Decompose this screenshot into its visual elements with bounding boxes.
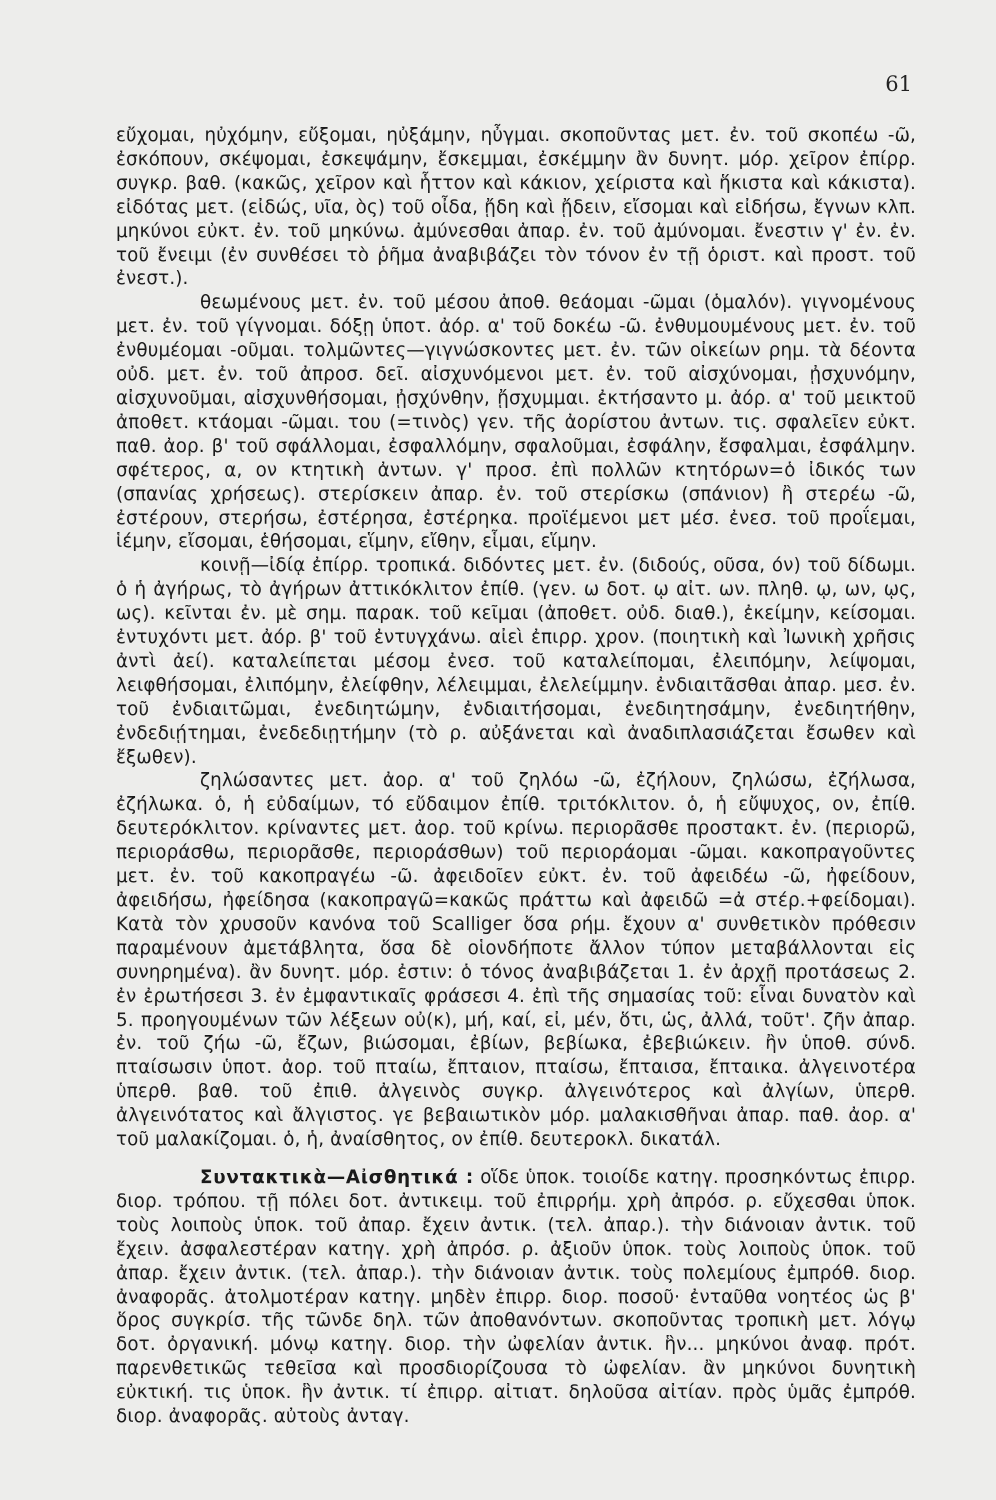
paragraph: ζηλώσαντες μετ. ἀορ. α' τοῦ ζηλόω -ῶ, ἐζήλουν, ζηλώσω, ἐζήλωσα, ἐζήλωκα. ὁ, ἡ εὐδαίμων, τό εὔδαιμον ἐπίθ. τριτόκλιτον. ὁ, ἡ εὔψυχος, ον, ἐπίθ. δευτερόκλιτον. κρίναντες μετ. ἀορ. τοῦ κρίνω. περιορᾶσθε προστακτ. ἐν. (περιορῶ, περιοράσθω, περιορᾶσθε, περιοράσθων) τοῦ περιοράομαι -ῶμαι. κακοπραγοῦντες μετ. ἐν. τοῦ κακοπραγέω -ῶ. ἀφειδοῖεν εὐκτ. ἐν. τοῦ ἀφειδέω -ῶ, ἠφείδουν, ἀφειδήσω, ἠφείδησα (κακοπραγῶ=κακῶς πράττω καὶ ἀφειδῶ =ἀ στέρ.+φείδομαι). Κατὰ τὸν χρυσοῦν κανόνα τοῦ Scalliger ὅσα ρήμ. ἔχουν α' συνθετικὸν πρόθεσιν παραμένουν ἀμετάβλητα, ὅσα δὲ οἱονδήποτε ἄλλον τύπον μεταβάλλονται εἰς συνηρημένα). ἂν δυνητ. μόρ. ἐστιν: ὁ τόνος ἀναβιβάζεται 1. ἐν ἀρχῇ προτάσεως 2. ἐν ἐρωτήσεσι 3. ἐν ἐμφαντικαῖς φράσεσι 4. ἐπὶ τῆς σημασίας τοῦ: εἶναι δυνατὸν καὶ 5. προηγουμένων τῶν λέξεων οὐ(κ), μή, καί, εἰ, μέν, ὅτι, ὡς, ἀλλά, τοῦτ'. ζῆν ἀπαρ. ἐν. τοῦ ζήω -ῶ, ἔζων, βιώσομαι, ἐβίων, βεβίωκα, ἐβεβιώκειν. ἢν ὑποθ. σύνδ. πταίσωσιν ὑποτ. ἀορ. τοῦ πταίω, ἔπταιον, πταίσω, ἔπταισα, ἔπταικα. ἀλγεινοτέρα ὑπερθ. βαθ. τοῦ ἐπιθ. ἀλγεινὸς συγκρ. ἀλγεινότερος καὶ ἀλγίων, ὑπερθ. ἀλγεινότατος καὶ ἄλγιστος. γε βεβαιωτικὸν μόρ. μαλακισθῆναι ἀπαρ. παθ. ἀορ. α' τοῦ μαλακίζομαι. ὁ, ἡ, ἀναίσθητος, ον ἐπίθ. δευτεροκλ. δικατάλ. xyxy=(116,770,916,1151)
paragraph: εὔχομαι, ηὐχόμην, εὔξομαι, ηὐξάμην, ηὖγμαι. σκοποῦντας μετ. ἐν. τοῦ σκοπέω -ῶ, ἐσκόπουν, σκέψομαι, ἐσκεψάμην, ἔσκεμμαι, ἐσκέμμην ἂν δυνητ. μόρ. χεῖρον ἐπίρρ. συγκρ. βαθ. (κακῶς, χεῖρον καὶ ἧττον καὶ κάκιον, χείριστα καὶ ἥκιστα καὶ κάκιστα). εἰδότας μετ. (εἰδώς, υῖα, ὸς) τοῦ οἶδα, ᾔδη καὶ ᾔδειν, εἴσομαι καὶ εἰδήσω, ἔγνων κλπ. μηκύνοι εὐκτ. ἐν. τοῦ μηκύνω. ἀμύνεσθαι ἀπαρ. ἐν. τοῦ ἀμύνομαι. ἔνεστιν γ' ἐν. ἐν. τοῦ ἔνειμι (ἐν συνθέσει τὸ ῥῆμα ἀναβιβάζει τὸν τόνον ἐν τῇ ὁριστ. καὶ προστ. τοῦ ἐνεστ.). xyxy=(116,125,916,290)
page-number: 61 xyxy=(885,72,912,96)
section-text: οἵδε ὑποκ. τοιοίδε κατηγ. προσηκόντως ἐπιρρ. διορ. τρόπου. τῇ πόλει δοτ. ἀντικειμ. τοῦ ἐπιρρήμ. χρὴ ἀπρόσ. ρ. εὔχεσθαι ὑποκ. τοὺς λοιποὺς ὑποκ. τοῦ ἀπαρ. ἔχειν ἀντικ. (τελ. ἀπαρ.). τὴν διάνοιαν ἀντικ. τοῦ ἔχειν. ἀσφαλεστέραν κατηγ. χρὴ ἀπρόσ. ρ. ἀξιοῦν ὑποκ. τοὺς λοιποὺς ὑποκ. τοῦ ἀπαρ. ἔχειν ἀντικ. (τελ. ἀπαρ.). τὴν διάνοιαν ἀντικ. τοὺς πολεμίους ἐμπρόθ. διορ. ἀναφορᾶς. ἀτολμοτέραν κατηγ. μηδὲν ἐπιρρ. διορ. ποσοῦ· ἐνταῦθα νοητέος ὡς β' ὅρος συγκρίσ. τῆς τῶνδε δηλ. τῶν ἀποθανόντων. σκοποῦντας τροπικὴ μετ. λόγῳ δοτ. ὀργανική. μόνῳ κατηγ. διορ. τὴν ὠφελίαν ἀντικ. ἣν... μηκύνοι ἀναφ. πρότ. παρενθετικῶς τεθεῖσα καὶ προσδιορίζουσα τὸ ὠφελίαν. ἂν μηκύνοι δυνητικὴ εὐκτική. τις ὑποκ. ἣν ἀντικ. τί ἐπιρρ. αἰτιατ. δηλοῦσα αἰτίαν. πρὸς ὑμᾶς ἐμπρόθ. διορ. ἀναφορᾶς. αὐτοὺς ἀνταγ. xyxy=(116,1166,916,1428)
paragraph: θεωμένους μετ. ἐν. τοῦ μέσου ἀποθ. θεάομαι -ῶμαι (ὁμαλόν). γιγνομένους μετ. ἐν. τοῦ γίγνομαι. δόξῃ ὑποτ. ἀόρ. α' τοῦ δοκέω -ῶ. ἐνθυμουμένους μετ. ἐν. τοῦ ἐνθυμέομαι -οῦμαι. τολμῶντες—γιγνώσκοντες μετ. ἐν. τῶν οἰκείων ρημ. τὰ δέοντα οὐδ. μετ. ἐν. τοῦ ἀπροσ. δεῖ. αἰσχυνόμενοι μετ. ἐν. τοῦ αἰσχύνομαι, ᾐσχυνόμην, αἰσχυνοῦμαι, αἰσχυνθήσομαι, ᾐσχύνθην, ᾔσχυμμαι. ἐκτήσαντο μ. ἀόρ. α' τοῦ μεικτοῦ ἀποθετ. κτάομαι -ῶμαι. του (=τινὸς) γεν. τῆς ἀορίστου ἀντων. τις. σφαλεῖεν εὐκτ. παθ. ἀορ. β' τοῦ σφάλλομαι, ἐσφαλλόμην, σφαλοῦμαι, ἐσφάλην, ἔσφαλμαι, ἐσφάλμην. σφέτερος, α, ον κτητικὴ ἀντων. γ' προσ. ἐπὶ πολλῶν κτητόρων=ὁ ἰδικός των (σπανίας χρήσεως). στερίσκειν ἀπαρ. ἐν. τοῦ στερίσκω (σπάνιον) ἢ στερέω -ῶ, ἐστέρουν, στερήσω, ἐστέρησα, ἐστέρηκα. προϊέμενοι μετ μέσ. ἐνεσ. τοῦ προΐεμαι, ἱέμην, εἴσομαι, ἑθήσομαι, εἵμην, εἴθην, εἷμαι, εἵμην. xyxy=(116,292,916,553)
section-heading: Συντακτικὰ—Αἰσθητικά : xyxy=(200,1166,475,1188)
paragraph: κοινῇ—ἰδίᾳ ἐπίρρ. τροπικά. διδόντες μετ. ἐν. (διδούς, οῦσα, όν) τοῦ δίδωμι. ὁ ἡ ἀγήρως, τὸ ἀγήρων ἀττικόκλιτον ἐπίθ. (γεν. ω δοτ. ῳ αἰτ. ων. πληθ. ῳ, ων, ῳς, ως). κεῖνται ἐν. μὲ σημ. παρακ. τοῦ κεῖμαι (ἀποθετ. οὐδ. διαθ.), ἐκείμην, κείσομαι. ἐντυχόντι μετ. ἀόρ. β' τοῦ ἐντυγχάνω. αἰεὶ ἐπιρρ. χρον. (ποιητικὴ καὶ Ἰωνικὴ χρῆσις ἀντὶ ἀεί). καταλείπεται μέσομ ἐνεσ. τοῦ καταλείπομαι, ἐλειπόμην, λείψομαι, λειφθήσομαι, ἐλιπόμην, ἐλείφθην, λέλειμμαι, ἐλελείμμην. ἐνδιαιτᾶσθαι ἀπαρ. μεσ. ἐν. τοῦ ἐνδιαιτῶμαι, ἐνεδιητώμην, ἐνδιαιτήσομαι, ἐνεδιητησάμην, ἐνεδιητήθην, ἐνδεδιῄτημαι, ἐνεδεδιῃτήμην (τὸ ρ. αὐξάνεται καὶ ἀναδιπλασιάζεται ἔσωθεν καὶ ἔξωθεν). xyxy=(116,555,916,768)
body-text xyxy=(116,124,916,1429)
section-paragraph xyxy=(116,1166,916,1429)
